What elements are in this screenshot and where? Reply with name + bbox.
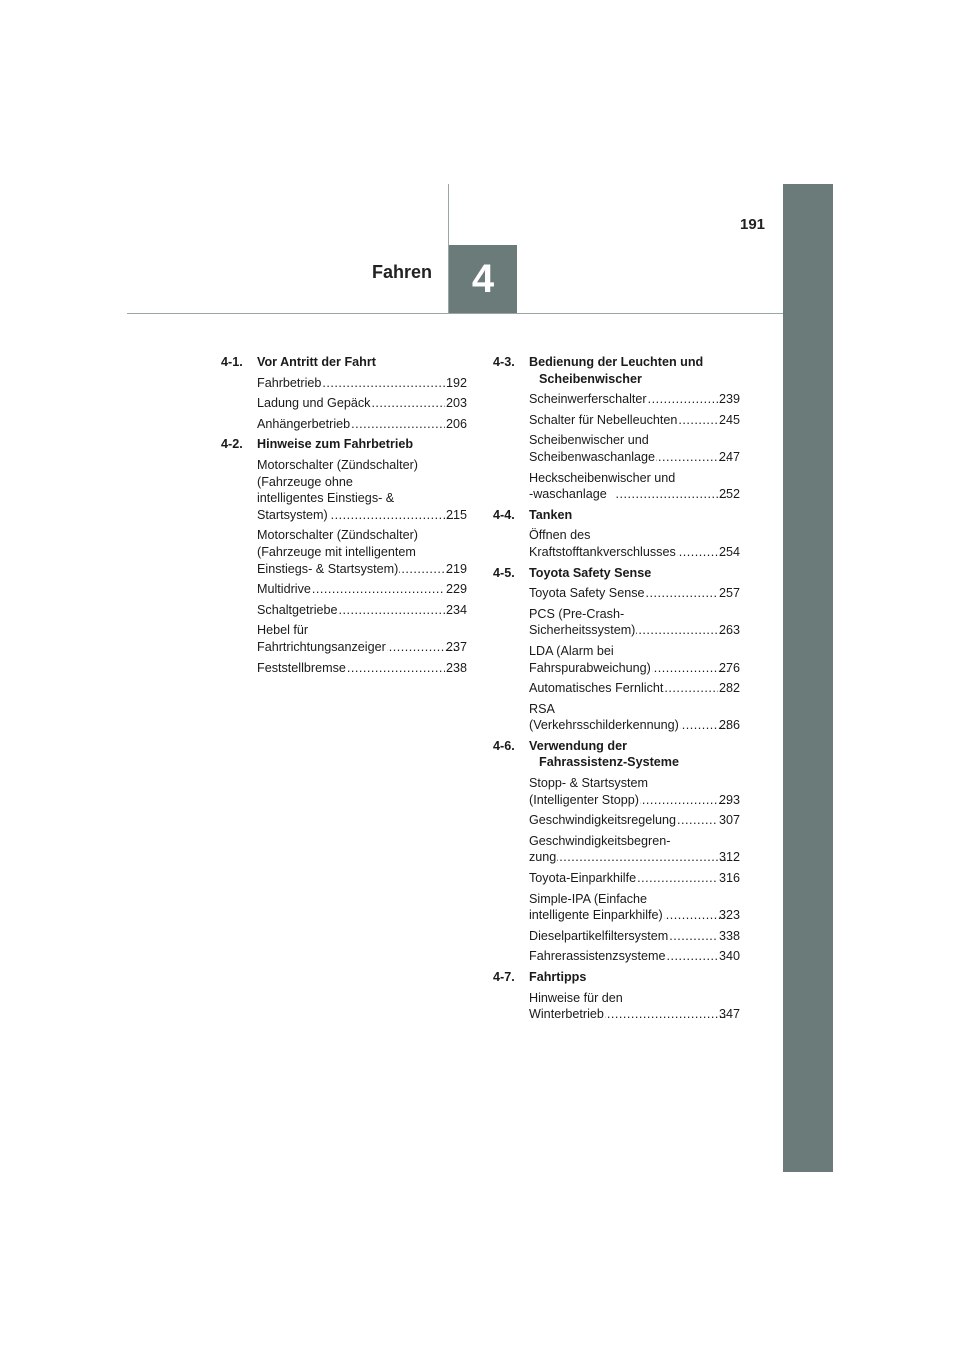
leader-dots	[312, 581, 445, 598]
toc-entry[interactable]	[221, 395, 467, 412]
toc-entry[interactable]	[221, 527, 467, 577]
entry-title	[257, 622, 467, 655]
section-title: Verwendung der Fahrassistenz-Systeme	[529, 738, 679, 770]
entry-page: 316	[718, 871, 740, 886]
entry-page: 347	[718, 1007, 740, 1022]
toc-entry[interactable]	[493, 701, 740, 734]
entry-page: 215	[445, 507, 467, 522]
entry-page: 323	[718, 908, 740, 923]
entry-title-line: Hinweise für den	[529, 990, 623, 1005]
entry-title-line: Winterbetrieb	[529, 1007, 604, 1022]
entry-title-line: intelligente Einparkhilfe)	[529, 908, 663, 923]
chapter-number: 4	[471, 256, 495, 301]
entry-last-line	[529, 449, 740, 466]
toc-entry[interactable]	[493, 606, 740, 639]
section-number: 4-6.	[493, 738, 515, 753]
section-heading	[221, 354, 467, 371]
entry-title-line: -waschanlage	[529, 487, 607, 502]
toc-entry[interactable]	[493, 948, 740, 965]
entry-title: Geschwindigkeitsregelung	[529, 813, 677, 828]
entry-title: Anhängerbetrieb	[257, 416, 351, 431]
entry-page: 237	[445, 639, 467, 654]
page-number: 191	[740, 216, 766, 233]
leader-dots	[637, 870, 718, 887]
leader-dots	[677, 812, 718, 829]
entry-title: Feststellbremse	[257, 660, 346, 675]
entry-title	[529, 643, 740, 676]
entry-page: 276	[718, 660, 740, 675]
section-title: Toyota Safety Sense	[529, 565, 652, 580]
leader-dots	[322, 375, 445, 392]
entry-title	[529, 527, 740, 560]
section-heading	[493, 565, 740, 582]
section-heading	[221, 436, 467, 453]
entry-title	[529, 990, 740, 1023]
leader-dots	[371, 395, 445, 412]
entry-title: Fahrerassistenzsysteme	[529, 949, 666, 964]
section-number: 4-7.	[493, 970, 515, 984]
entry-title-line: Einstiegs- & Startsystem)	[257, 561, 399, 576]
leader-dots	[339, 602, 445, 619]
toc-section	[493, 969, 740, 1023]
entry-title: Toyota-Einparkhilfe	[529, 871, 637, 886]
toc-entry[interactable]	[493, 391, 740, 408]
toc-entry[interactable]	[493, 833, 740, 866]
entry-last-line	[257, 507, 467, 524]
entry-last-line	[257, 561, 467, 578]
entry-title: Ladung und Gepäck	[257, 396, 371, 411]
entry-last-line	[529, 1006, 740, 1023]
entry-page: 206	[445, 416, 467, 431]
entry-page: 229	[445, 582, 467, 597]
leader-dots	[652, 660, 728, 677]
entry-page: 239	[718, 392, 740, 407]
entry-title	[529, 701, 740, 734]
toc-entry[interactable]	[221, 602, 467, 619]
toc-entry[interactable]	[493, 585, 740, 602]
entry-title	[529, 775, 740, 808]
entry-page: 263	[718, 623, 740, 638]
leader-dots	[347, 660, 445, 677]
leader-dots	[678, 412, 718, 429]
entry-title-line: Fahrspurabweichung)	[529, 660, 651, 675]
leader-dots	[646, 585, 718, 602]
entry-page: 245	[718, 412, 740, 427]
entry-page: 254	[718, 544, 740, 559]
entry-page: 247	[718, 449, 740, 464]
entry-title-line: Fahrtrichtungsanzeiger	[257, 639, 386, 654]
toc-section	[493, 565, 740, 734]
entry-title-line: Hebel für	[257, 623, 309, 638]
entry-title-line: Geschwindigkeitsbegren-	[529, 833, 671, 848]
entry-title-line: zung	[529, 850, 557, 865]
entry-last-line	[257, 639, 467, 656]
entry-title-line: Motorschalter (Zündschalter)	[257, 528, 418, 543]
leader-dots	[656, 449, 728, 466]
entry-page: 338	[718, 928, 740, 943]
toc-entry[interactable]	[221, 375, 467, 392]
toc-entry[interactable]	[221, 581, 467, 598]
entry-last-line	[529, 849, 740, 866]
toc-entry[interactable]	[493, 990, 740, 1023]
entry-last-line	[529, 622, 740, 639]
chapter-number-box	[449, 245, 517, 313]
section-heading	[493, 507, 740, 524]
leader-dots	[648, 391, 718, 408]
entry-title-line: RSA	[529, 701, 555, 716]
section-number: 4-4.	[493, 507, 515, 522]
toc-entry[interactable]	[493, 643, 740, 676]
entry-title-line: (Fahrzeuge mit intelligentem	[257, 544, 416, 559]
section-number: 4-2.	[221, 437, 243, 452]
entry-title-line: Heckscheibenwischer und	[529, 470, 676, 485]
section-title: Vor Antritt der Fahrt	[257, 355, 376, 369]
toc-entry[interactable]	[493, 891, 740, 924]
leader-dots	[351, 416, 445, 433]
entry-title: Multidrive	[257, 582, 311, 597]
toc-section	[493, 354, 740, 503]
entry-title	[257, 527, 467, 577]
entry-page: 252	[718, 487, 740, 502]
entry-last-line	[529, 717, 740, 734]
entry-title: Fahrbetrieb	[257, 375, 322, 390]
entry-title-line: Startsystem)	[257, 507, 328, 522]
leader-dots	[640, 792, 728, 809]
leader-dots	[387, 639, 455, 656]
toc-entry[interactable]	[493, 680, 740, 697]
leader-dots	[636, 622, 728, 639]
entry-page: 257	[718, 586, 740, 601]
leader-dots	[605, 1006, 728, 1023]
chapter-title: Fahren	[371, 262, 432, 282]
entry-page: 203	[445, 396, 467, 411]
entry-title: Toyota Safety Sense	[529, 586, 645, 601]
entry-title	[529, 833, 740, 866]
entry-title-line: Scheibenwischer und	[529, 433, 649, 448]
toc-entry[interactable]	[493, 412, 740, 429]
leader-dots	[329, 507, 455, 524]
section-title: Tanken	[529, 507, 573, 522]
entry-last-line	[529, 907, 740, 924]
toc-entry[interactable]	[221, 416, 467, 433]
entry-page: 312	[718, 850, 740, 865]
entry-title-line: PCS (Pre-Crash-	[529, 606, 625, 621]
section-heading	[493, 354, 740, 387]
section-heading	[493, 738, 740, 771]
section-title: Hinweise zum Fahrbetrieb	[257, 437, 414, 452]
entry-page: 307	[718, 813, 740, 828]
entry-page: 340	[718, 949, 740, 964]
entry-title-line: Stopp- & Startsystem	[529, 776, 648, 791]
entry-title	[529, 432, 740, 465]
entry-title	[529, 606, 740, 639]
entry-title: Schalter für Nebelleuchten	[529, 412, 678, 427]
toc-right-column	[493, 354, 740, 1027]
entry-page: 282	[718, 681, 740, 696]
section-title: Bedienung der Leuchten und Scheibenwischer	[529, 355, 704, 386]
entry-title: Dieselpartikelfiltersystem	[529, 928, 669, 943]
toc-entry[interactable]	[221, 660, 467, 677]
entry-page: 238	[445, 660, 467, 675]
entry-title-line: Kraftstofftankverschlusses	[529, 544, 676, 559]
entry-title-line: (Intelligenter Stopp)	[529, 792, 639, 807]
toc-left-column	[221, 354, 467, 680]
section-title: Fahrtipps	[529, 970, 587, 984]
toc-entry[interactable]	[493, 527, 740, 560]
entry-page: 293	[718, 792, 740, 807]
entry-title-line: Sicherheitssystem)	[529, 623, 636, 638]
entry-title-line: (Verkehrsschilderkennung)	[529, 718, 679, 733]
entry-last-line	[529, 660, 740, 677]
entry-title-line: LDA (Alarm bei	[529, 643, 614, 658]
entry-title: Automatisches Fernlicht	[529, 681, 664, 696]
entry-last-line	[529, 792, 740, 809]
toc-entry[interactable]	[493, 928, 740, 945]
section-number: 4-1.	[221, 355, 243, 369]
toc-section	[221, 354, 467, 432]
toc-entry[interactable]	[493, 870, 740, 887]
entry-title-line: Motorschalter (Zündschalter)	[257, 457, 418, 472]
leader-dots	[666, 948, 718, 965]
entry-title: Schaltgetriebe	[257, 602, 338, 617]
toc-entry[interactable]	[493, 775, 740, 808]
toc-entry[interactable]	[493, 812, 740, 829]
toc-section	[493, 738, 740, 965]
header-horizontal-rule	[127, 313, 783, 314]
leader-dots	[557, 849, 728, 866]
leader-dots	[614, 486, 728, 503]
entry-last-line	[529, 544, 740, 561]
entry-title	[529, 891, 740, 924]
section-number: 4-5.	[493, 565, 515, 580]
toc-entry[interactable]	[221, 622, 467, 655]
entry-title-line: Scheibenwaschanlage	[529, 449, 656, 464]
entry-title-line: intelligentes Einstiegs- &	[257, 491, 395, 506]
chapter-side-tab	[783, 184, 833, 1172]
entry-title	[529, 470, 740, 503]
entry-title-line: (Fahrzeuge ohne	[257, 474, 353, 489]
leader-dots	[664, 680, 718, 697]
section-number: 4-3.	[493, 355, 515, 369]
toc-entry[interactable]	[221, 457, 467, 523]
entry-page: 219	[445, 561, 467, 576]
entry-title-line: Öffnen des	[529, 528, 591, 543]
section-heading	[493, 969, 740, 986]
toc-entry[interactable]	[493, 470, 740, 503]
entry-title: Scheinwerferschalter	[529, 392, 647, 407]
entry-page: 234	[445, 602, 467, 617]
entry-page: 192	[445, 375, 467, 390]
toc-section	[493, 507, 740, 561]
entry-page: 286	[718, 718, 740, 733]
toc-section	[221, 436, 467, 676]
entry-title	[257, 457, 467, 523]
leader-dots	[669, 928, 718, 945]
toc-entry[interactable]	[493, 432, 740, 465]
entry-title-line: Simple-IPA (Einfache	[529, 891, 648, 906]
entry-last-line	[529, 486, 740, 503]
